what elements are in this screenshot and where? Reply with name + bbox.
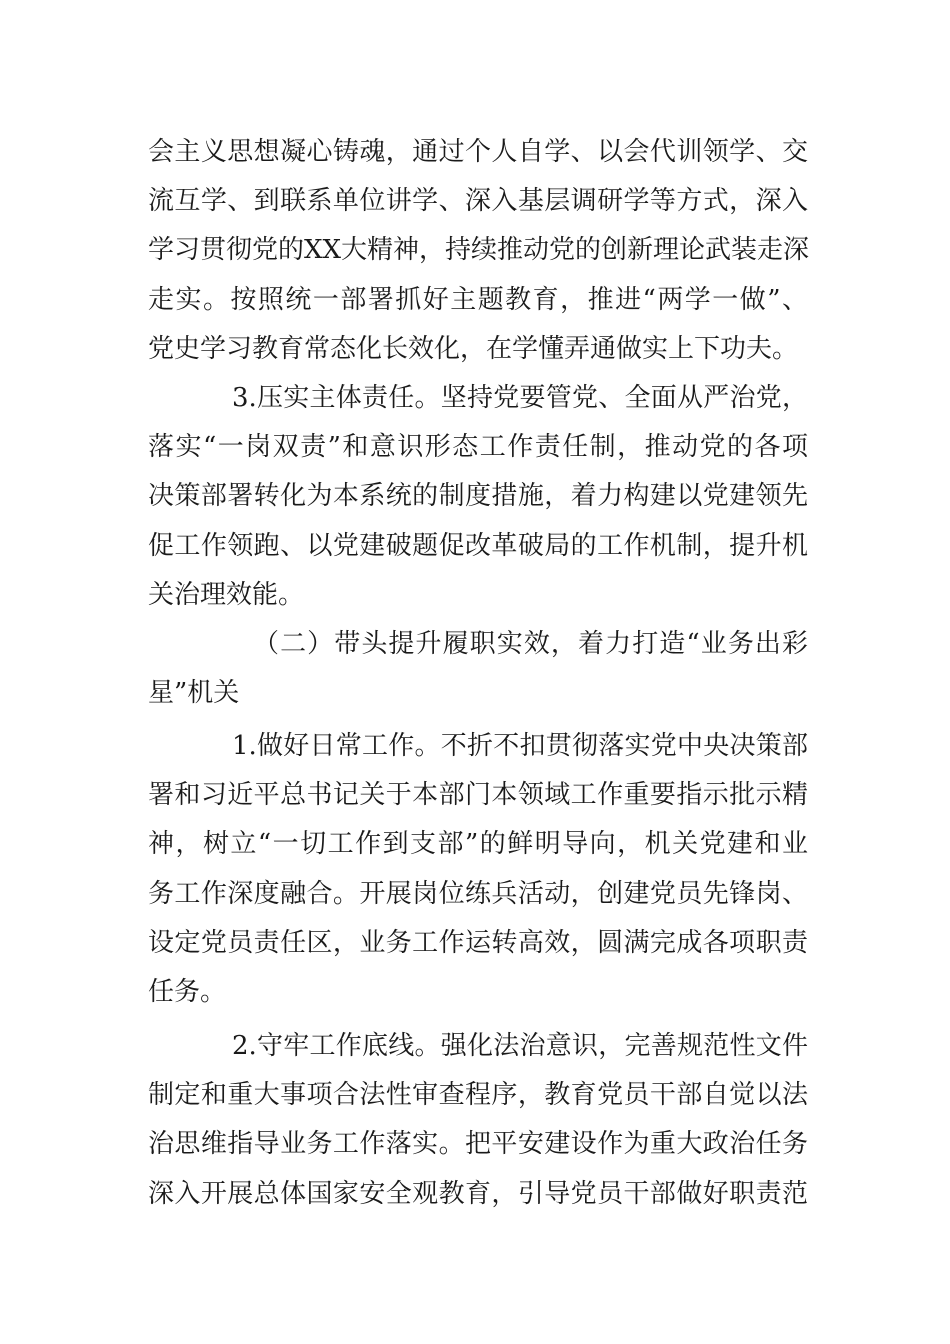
paragraph-4-line-2: 制定和重大事项合法性审查程序，教育党员干部自觉以法 (148, 1080, 808, 1111)
paragraph-3 (148, 722, 808, 1017)
section-heading (148, 620, 808, 718)
paragraph-1 (148, 128, 808, 374)
paragraph-3-line-2: 署和习近平总书记关于本部门本领域工作重要指示批示精 (148, 780, 808, 811)
paragraph-3-line-3: 神，树立“一切工作到支部”的鲜明导向，机关党建和业 (148, 829, 808, 860)
paragraph-1-line-4: 走实。按照统一部署抓好主题教育，推进“两学一做”、 (148, 284, 808, 315)
paragraph-3-line-4: 务工作深度融合。开展岗位练兵活动，创建党员先锋岗、 (148, 878, 808, 909)
paragraph-2-line-2: 落实“一岗双责”和意识形态工作责任制，推动党的各项 (148, 432, 808, 463)
paragraph-4-line-1: 2.守牢工作底线。强化法治意识，完善规范性文件 (232, 1031, 808, 1061)
paragraph-3-line-1: 1.做好日常工作。不折不扣贯彻落实党中央决策部 (232, 731, 808, 761)
paragraph-2-line-4: 促工作领跑、以党建破题促改革破局的工作机制，提升机 (148, 530, 808, 561)
paragraph-1-line-1: 会主义思想凝心铸魂，通过个人自学、以会代训领学、交 (148, 137, 808, 167)
paragraph-3-line-6: 任务。 (148, 976, 227, 1007)
paragraph-2 (148, 374, 808, 620)
section-heading-line-1: （二）带头提升履职实效，着力打造“业务出彩 (253, 629, 808, 659)
paragraph-4 (148, 1022, 808, 1219)
section-heading-line-2: 星”机关 (148, 678, 240, 709)
paragraph-4-line-4: 深入开展总体国家安全观教育，引导党员干部做好职责范 (148, 1178, 808, 1209)
paragraph-4-line-3: 治思维指导业务工作落实。把平安建设作为重大政治任务 (148, 1129, 808, 1160)
paragraph-3-line-5: 设定党员责任区，业务工作运转高效，圆满完成各项职责 (148, 927, 808, 958)
paragraph-2-line-3: 决策部署转化为本系统的制度措施，着力构建以党建领先 (148, 481, 808, 512)
paragraph-1-line-2: 流互学、到联系单位讲学、深入基层调研学等方式，深入 (148, 186, 808, 217)
paragraph-2-line-5: 关治理效能。 (148, 579, 305, 610)
paragraph-1-line-5: 党史学习教育常态化长效化，在学懂弄通做实上下功夫。 (148, 333, 799, 364)
paragraph-2-line-1: 3.压实主体责任。坚持党要管党、全面从严治党， (232, 383, 808, 413)
paragraph-1-line-3: 学习贯彻党的XX大精神，持续推动党的创新理论武装走深 (148, 235, 810, 266)
